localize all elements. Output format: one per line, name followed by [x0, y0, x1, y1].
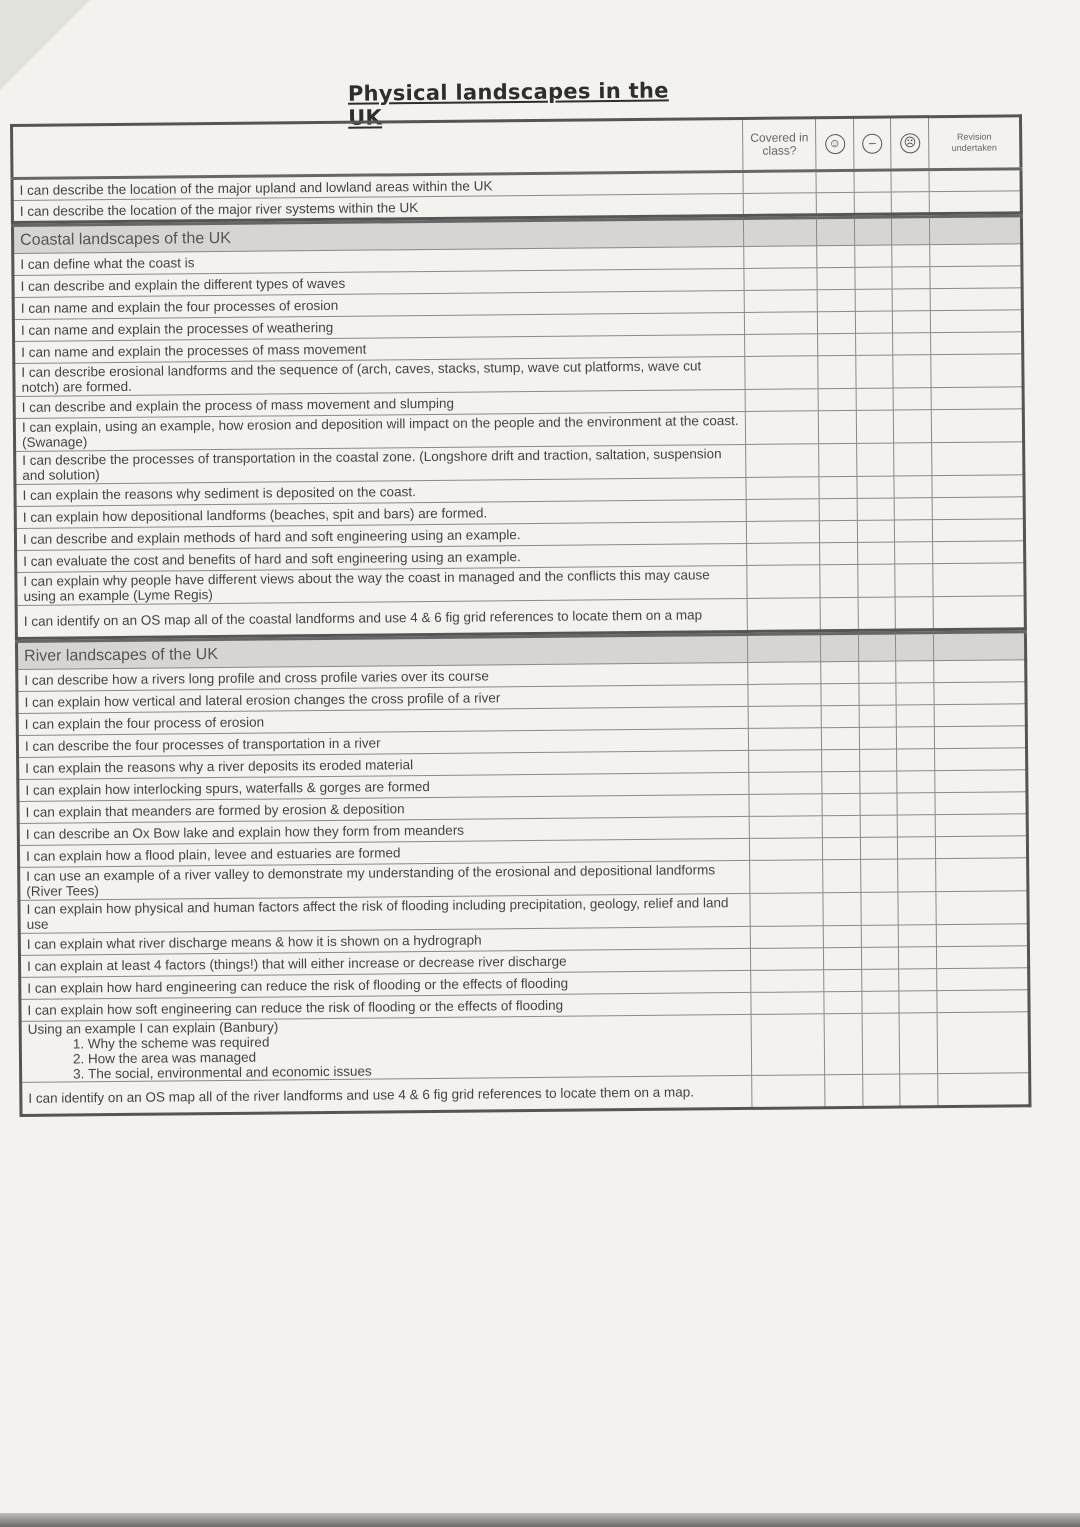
happy-cell[interactable] — [817, 289, 855, 311]
happy-cell[interactable] — [823, 892, 861, 925]
neutral-cell[interactable] — [856, 355, 894, 388]
banbury-intro: Using an example I can explain (Banbury) — [27, 1019, 279, 1037]
revision-cell[interactable] — [936, 946, 1028, 969]
covered-cell[interactable] — [750, 838, 823, 861]
objective-text: I can define what the coast is — [13, 246, 744, 275]
happy-cell[interactable] — [823, 925, 861, 947]
happy-cell[interactable] — [818, 355, 856, 388]
objective-text: I can describe the four processes of transportation in a river — [17, 728, 748, 757]
sad-cell[interactable] — [899, 947, 937, 969]
list-item: 3. The social, environmental and economic issues — [88, 1060, 745, 1081]
revision-cell[interactable] — [930, 310, 1022, 333]
sad-cell[interactable] — [894, 410, 932, 443]
objective-text: I can name and explain the four processes of erosion — [13, 290, 744, 319]
revision-cell[interactable] — [931, 332, 1023, 355]
neutral-cell[interactable] — [860, 771, 898, 793]
river-table — [15, 630, 1032, 1117]
sad-cell[interactable] — [897, 705, 935, 727]
revision-cell[interactable] — [930, 244, 1022, 267]
header-sad — [891, 117, 929, 170]
covered-cell[interactable] — [744, 246, 817, 269]
revision-cell[interactable] — [937, 990, 1029, 1013]
objective-text: I can explain how physical and human factors affect the risk of flooding including precipitation, geology, relief and land use — [19, 893, 750, 933]
happy-cell[interactable] — [821, 683, 859, 705]
neutral-cell[interactable] — [855, 267, 893, 289]
neutral-cell[interactable] — [855, 333, 893, 355]
objective-text: I can describe and explain the different types of waves — [13, 268, 744, 297]
objective-text: I can explain how hard engineering can reduce the risk of flooding or the effects of flooding — [20, 970, 751, 999]
covered-cell[interactable] — [747, 565, 820, 599]
coastal-table — [11, 214, 1027, 640]
sad-cell[interactable] — [891, 170, 929, 192]
neutral-cell[interactable] — [861, 947, 899, 969]
sad-cell[interactable] — [896, 597, 934, 630]
sad-cell[interactable] — [898, 837, 936, 859]
sad-cell[interactable] — [897, 749, 935, 771]
happy-cell[interactable] — [818, 333, 856, 355]
happy-cell[interactable] — [819, 443, 857, 476]
revision-cell[interactable] — [930, 288, 1022, 311]
sad-cell[interactable] — [894, 388, 932, 410]
happy-cell[interactable] — [824, 969, 862, 991]
checklist-sheet — [10, 114, 1031, 1117]
objective-text: I can explain how vertical and lateral erosion changes the cross profile of a river — [17, 684, 748, 713]
revision-cell[interactable] — [934, 704, 1026, 727]
revision-cell[interactable] — [933, 596, 1025, 630]
neutral-cell[interactable] — [859, 683, 897, 705]
covered-cell[interactable] — [747, 521, 820, 544]
revision-cell[interactable] — [936, 924, 1028, 947]
objective-text: I can describe an Ox Bow lake and explain how they form from meanders — [18, 816, 749, 845]
happy-cell[interactable] — [816, 192, 854, 214]
revision-cell[interactable] — [935, 814, 1027, 837]
revision-cell[interactable] — [934, 660, 1026, 683]
objective-text: I can explain at least 4 factors (things!) that will either increase or decrease river discharge — [19, 948, 750, 977]
revision-cell[interactable] — [932, 497, 1024, 520]
neutral-cell[interactable] — [862, 1013, 900, 1074]
sad-cell[interactable] — [896, 661, 934, 683]
header-covered: Covered in class? — [743, 118, 817, 172]
sad-cell[interactable] — [893, 289, 931, 311]
covered-cell[interactable] — [743, 171, 816, 194]
revision-cell[interactable] — [935, 836, 1027, 859]
sad-cell[interactable] — [893, 333, 931, 355]
neutral-cell[interactable] — [859, 749, 897, 771]
neutral-cell[interactable] — [859, 705, 897, 727]
revision-cell[interactable] — [935, 770, 1027, 793]
happy-cell[interactable] — [816, 170, 854, 192]
covered-cell[interactable] — [749, 750, 822, 773]
sad-cell[interactable] — [897, 793, 935, 815]
revision-cell[interactable] — [934, 682, 1026, 705]
page-title: Physical landscapes in the UK — [347, 78, 669, 130]
revision-cell[interactable] — [934, 726, 1026, 749]
neutral-cell[interactable] — [855, 289, 893, 311]
neutral-cell[interactable] — [854, 170, 892, 192]
sad-cell[interactable] — [898, 892, 936, 925]
happy-cell[interactable] — [821, 661, 859, 683]
happy-cell[interactable] — [824, 991, 862, 1013]
revision-cell[interactable] — [931, 354, 1023, 388]
sad-cell[interactable] — [893, 311, 931, 333]
neutral-cell[interactable] — [862, 969, 900, 991]
neutral-cell[interactable] — [862, 991, 900, 1013]
covered-cell[interactable] — [750, 893, 823, 927]
revision-cell[interactable] — [932, 519, 1024, 542]
objective-text: I can explain how soft engineering can reduce the risk of flooding or the effects of flooding — [20, 992, 751, 1021]
covered-cell[interactable] — [748, 684, 821, 707]
covered-cell[interactable] — [750, 926, 823, 949]
objective-text: I can explain how a flood plain, levee and estuaries are formed — [18, 838, 749, 867]
objective-text: I can describe and explain the process of mass movement and slumping — [14, 389, 745, 418]
happy-cell[interactable] — [822, 727, 860, 749]
neutral-cell[interactable] — [863, 1074, 901, 1107]
objective-text: I can use an example of a river valley to demonstrate my understanding of the erosional and depositional landforms (River Tees) — [19, 860, 750, 900]
revision-cell[interactable] — [931, 409, 1023, 443]
covered-cell[interactable] — [748, 728, 821, 751]
sad-cell[interactable] — [898, 815, 936, 837]
happy-cell[interactable] — [824, 1013, 862, 1074]
revision-cell[interactable] — [935, 792, 1027, 815]
covered-cell[interactable] — [745, 389, 818, 412]
objective-text: I can evaluate the cost and benefits of hard and soft engineering using an example. — [16, 543, 747, 572]
sad-cell[interactable] — [895, 542, 933, 564]
happy-cell[interactable] — [818, 388, 856, 410]
objective-text: I can identify on an OS map all of the river landforms and use 4 & 6 fig grid references to locate them on a map. — [21, 1075, 752, 1115]
header-revision: Revision undertaken — [929, 116, 1021, 170]
revision-cell[interactable] — [936, 891, 1028, 925]
sad-cell[interactable] — [892, 245, 930, 267]
neutral-cell[interactable] — [859, 727, 897, 749]
covered-cell[interactable] — [745, 356, 818, 390]
revision-cell[interactable] — [929, 191, 1021, 214]
sad-cell[interactable] — [899, 969, 937, 991]
objective-text: I can explain why people have different views about the way the coast in managed and the conflicts this may cause using an example (Lyme Regis) — [16, 565, 747, 605]
neutral-cell[interactable] — [861, 892, 899, 925]
objective-text: I can explain that meanders are formed by erosion & deposition — [18, 794, 749, 823]
neutral-cell[interactable] — [861, 925, 899, 947]
neutral-cell[interactable] — [860, 815, 898, 837]
covered-cell[interactable] — [747, 598, 820, 632]
neutral-cell[interactable] — [859, 661, 897, 683]
objective-text: I can explain the reasons why sediment is deposited on the coast. — [15, 477, 746, 506]
header-happy — [816, 117, 854, 170]
neutral-cell[interactable] — [857, 542, 895, 564]
sad-cell[interactable] — [895, 498, 933, 520]
covered-cell[interactable] — [751, 970, 824, 993]
sad-cell[interactable] — [899, 991, 937, 1013]
sad-cell[interactable] — [896, 683, 934, 705]
objective-text: I can name and explain the processes of weathering — [13, 312, 744, 341]
neutral-cell[interactable] — [856, 410, 894, 443]
objective-text: I can explain the reasons why a river deposits its eroded material — [18, 750, 749, 779]
happy-cell[interactable] — [820, 564, 858, 597]
list-item: 1. Why the scheme was required — [88, 1030, 745, 1051]
happy-cell[interactable] — [818, 311, 856, 333]
covered-cell[interactable] — [746, 499, 819, 522]
covered-cell[interactable] — [749, 816, 822, 839]
covered-cell[interactable] — [746, 444, 819, 478]
neutral-face-icon: – — [862, 134, 882, 154]
covered-cell[interactable] — [750, 860, 823, 894]
happy-cell[interactable] — [823, 859, 861, 892]
covered-cell[interactable] — [744, 268, 817, 291]
neutral-cell[interactable] — [855, 311, 893, 333]
happy-cell[interactable] — [825, 1074, 863, 1107]
list-item: 2. How the area was managed — [88, 1045, 745, 1066]
objective-text: I can explain the four process of erosion — [17, 706, 748, 735]
covered-cell[interactable] — [751, 948, 824, 971]
neutral-cell[interactable] — [858, 597, 896, 630]
covered-cell[interactable] — [746, 477, 819, 500]
revision-cell[interactable] — [930, 266, 1022, 289]
neutral-cell[interactable] — [857, 520, 895, 542]
objective-text: I can name and explain the processes of mass movement — [14, 334, 745, 363]
objective-text: I can describe the processes of transportation in the coastal zone. (Longshore drift and traction, saltation, suspension and solution) — [15, 444, 746, 484]
header-neutral — [853, 117, 891, 170]
sad-cell[interactable] — [893, 355, 931, 388]
objective-text: I can describe erosional landforms and the sequence of (arch, caves, stacks, stump, wave cut platforms, wave cut notch) are formed. — [14, 356, 745, 396]
sad-cell[interactable] — [894, 476, 932, 498]
neutral-cell[interactable] — [860, 837, 898, 859]
objective-text — [20, 1014, 752, 1082]
objective-text: I can explain what river discharge means & how it is shown on a hydrograph — [19, 926, 750, 955]
happy-cell[interactable] — [822, 793, 860, 815]
table-row — [20, 1012, 1030, 1083]
covered-cell[interactable] — [749, 794, 822, 817]
objective-text: I can describe and explain methods of hard and soft engineering using an example. — [15, 521, 746, 550]
sad-cell[interactable] — [894, 443, 932, 476]
revision-cell[interactable] — [931, 387, 1023, 410]
covered-cell[interactable] — [745, 411, 818, 445]
objective-text: I can describe how a rivers long profile and cross profile varies over its course — [17, 662, 748, 691]
header-blank — [12, 118, 744, 178]
folded-corner — [0, 0, 90, 90]
sad-cell[interactable] — [897, 727, 935, 749]
happy-cell[interactable] — [820, 520, 858, 542]
covered-cell[interactable] — [749, 772, 822, 795]
happy-cell[interactable] — [817, 267, 855, 289]
objective-text: I can describe the location of the major upland and lowland areas within the UK — [12, 171, 743, 200]
sad-cell[interactable] — [895, 564, 933, 597]
revision-cell[interactable] — [935, 748, 1027, 771]
covered-cell[interactable] — [751, 1014, 825, 1076]
sad-cell[interactable] — [895, 520, 933, 542]
revision-cell[interactable] — [937, 968, 1029, 991]
neutral-cell[interactable] — [856, 388, 894, 410]
section-heading: Coastal landscapes of the UK — [12, 218, 743, 253]
happy-cell[interactable] — [822, 749, 860, 771]
header-row — [12, 116, 1021, 179]
covered-cell[interactable] — [744, 312, 817, 335]
covered-cell[interactable] — [748, 662, 821, 685]
neutral-cell[interactable] — [858, 564, 896, 597]
covered-cell[interactable] — [748, 706, 821, 729]
sad-cell[interactable] — [892, 192, 930, 214]
checklist-table — [10, 114, 1023, 224]
revision-cell[interactable] — [933, 541, 1025, 564]
happy-cell[interactable] — [820, 597, 858, 630]
happy-cell[interactable] — [822, 771, 860, 793]
neutral-cell[interactable] — [857, 498, 895, 520]
revision-cell[interactable] — [937, 1012, 1030, 1074]
revision-cell[interactable] — [933, 563, 1025, 597]
neutral-cell[interactable] — [855, 245, 893, 267]
sad-cell[interactable] — [899, 925, 937, 947]
objective-text: I can explain how depositional landforms (beaches, spit and bars) are formed. — [15, 499, 746, 528]
sad-cell[interactable] — [897, 771, 935, 793]
happy-cell[interactable] — [819, 498, 857, 520]
covered-cell[interactable] — [747, 543, 820, 566]
neutral-cell[interactable] — [857, 476, 895, 498]
sad-cell[interactable] — [892, 267, 930, 289]
objective-text: I can identify on an OS map all of the coastal landforms and use 4 & 6 fig grid references to locate them on a map — [16, 598, 747, 638]
happy-cell[interactable] — [821, 705, 859, 727]
covered-cell[interactable] — [744, 290, 817, 313]
covered-cell[interactable] — [751, 992, 824, 1015]
happy-cell[interactable] — [820, 542, 858, 564]
covered-cell[interactable] — [745, 334, 818, 357]
objective-text: I can explain, using an example, how erosion and deposition will impact on the people and the environment at the coast. (Swanage) — [14, 411, 745, 451]
happy-face-icon: ☺ — [825, 134, 845, 154]
revision-cell[interactable] — [938, 1073, 1030, 1107]
revision-cell[interactable] — [936, 858, 1028, 892]
sad-cell[interactable] — [900, 1013, 938, 1074]
neutral-cell[interactable] — [854, 192, 892, 214]
objective-text: I can explain how interlocking spurs, waterfalls & gorges are formed — [18, 772, 749, 801]
covered-cell[interactable] — [743, 193, 816, 216]
section-heading: River landscapes of the UK — [16, 634, 747, 669]
banbury-list — [28, 1030, 746, 1082]
happy-cell[interactable] — [819, 410, 857, 443]
page-bottom-edge — [0, 1513, 1080, 1527]
sad-cell[interactable] — [900, 1074, 938, 1107]
neutral-cell[interactable] — [860, 793, 898, 815]
happy-cell[interactable] — [822, 815, 860, 837]
covered-cell[interactable] — [752, 1075, 825, 1109]
objective-text: I can describe the location of the major river systems within the UK — [12, 193, 743, 222]
neutral-cell[interactable] — [860, 859, 898, 892]
happy-cell[interactable] — [823, 837, 861, 859]
sad-face-icon: ☹ — [900, 133, 920, 153]
sad-cell[interactable] — [898, 859, 936, 892]
happy-cell[interactable] — [819, 476, 857, 498]
happy-cell[interactable] — [824, 947, 862, 969]
revision-cell[interactable] — [932, 475, 1024, 498]
revision-cell[interactable] — [932, 442, 1024, 476]
neutral-cell[interactable] — [856, 443, 894, 476]
happy-cell[interactable] — [817, 245, 855, 267]
revision-cell[interactable] — [929, 169, 1021, 192]
